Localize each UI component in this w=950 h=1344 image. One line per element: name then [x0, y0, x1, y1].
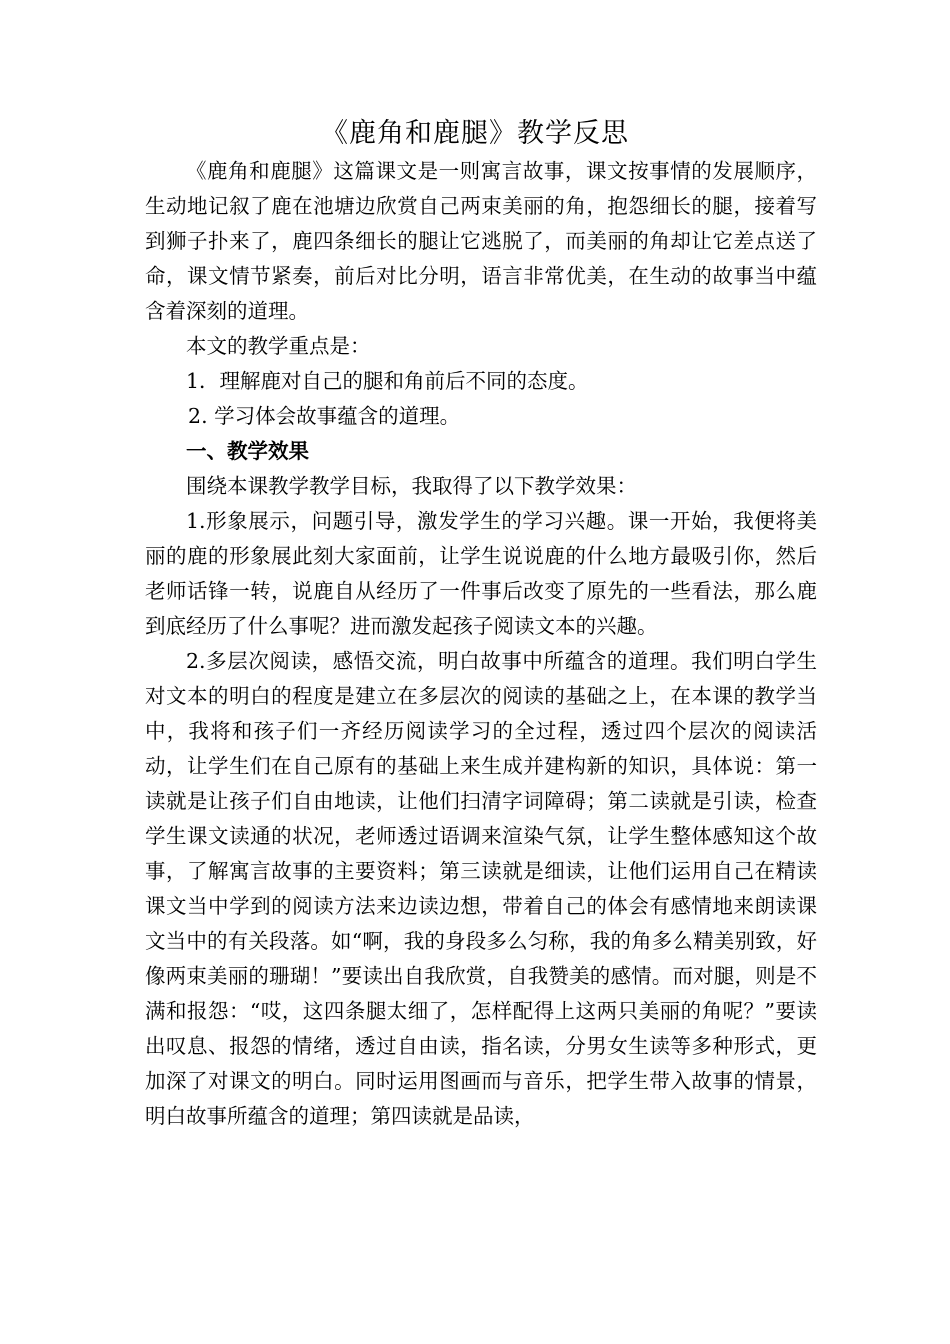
document-body [145, 154, 817, 1134]
list-item-focus-1: 1．理解鹿对自己的腿和角前后不同的态度。 [186, 369, 589, 393]
paragraph-intro: 《鹿角和鹿腿》这篇课文是一则寓言故事，课文按事情的发展顺序，生动地记叙了鹿在池塘边欣赏自己两束美丽的角，抱怨细长的腿，接着写到狮子扑来了，鹿四条细长的腿让它逃脱了，而美丽的角却让它差点送了命，课文情节紧奏，前后对比分明，语言非常优美，在生动的故事当中蕴含着深刻的道理。 [145, 159, 817, 323]
paragraph-effect-1: 1.形象展示，问题引导，激发学生的学习兴趣。课一开始，我便将美丽的鹿的形象展此刻大家面前，让学生说说鹿的什么地方最吸引你，然后老师话锋一转，说鹿自从经历了一件事后改变了原先的一些看法，那么鹿到底经历了什么事呢？进而激发起孩子阅读文本的兴趣。 [145, 509, 817, 638]
paragraph-effect-intro: 围绕本课教学教学目标，我取得了以下教学效果： [186, 474, 637, 498]
section-heading-teaching-effect: 一、教学效果 [186, 439, 309, 463]
paragraph-focus-intro: 本文的教学重点是： [186, 334, 371, 358]
paragraph-effect-2: 2.多层次阅读，感悟交流，明白故事中所蕴含的道理。我们明白学生对文本的明白的程度是建立在多层次的阅读的基础之上，在本课的教学当中，我将和孩子们一齐经历阅读学习的全过程，透过四个层次的阅读活动，让学生们在自己原有的基础上来生成并建构新的知识，具体说：第一读就是让孩子们自由地读，让他们扫清字词障碍；第二读就是引读，检查学生课文读通的状况，老师透过语调来渲染气氛，让学生整体感知这个故事，了解寓言故事的主要资料；第三读就是细读，让他们运用自己在精读课文当中学到的阅读方法来边读边想，带着自己的体会有感情地来朗读课文当中的有关段落。如“啊，我的身段多么匀称，我的角多么精美别致，好像两束美丽的珊瑚！”要读出自我欣赏，自我赞美的感情。而对腿，则是不满和报怨：“哎，这四条腿太细了，怎样配得上这两只美丽的角呢？”要读出叹息、报怨的情绪，透过自由读，指名读，分男女生读等多种形式，更加深了对课文的明白。同时运用图画而与音乐，把学生带入故事的情景，明白故事所蕴含的道理；第四读就是品读， [145, 649, 817, 1128]
document-title: 《鹿角和鹿腿》教学反思 [321, 118, 629, 149]
list-item-focus-2: 2. 学习体会故事蕴含的道理。 [188, 404, 461, 428]
